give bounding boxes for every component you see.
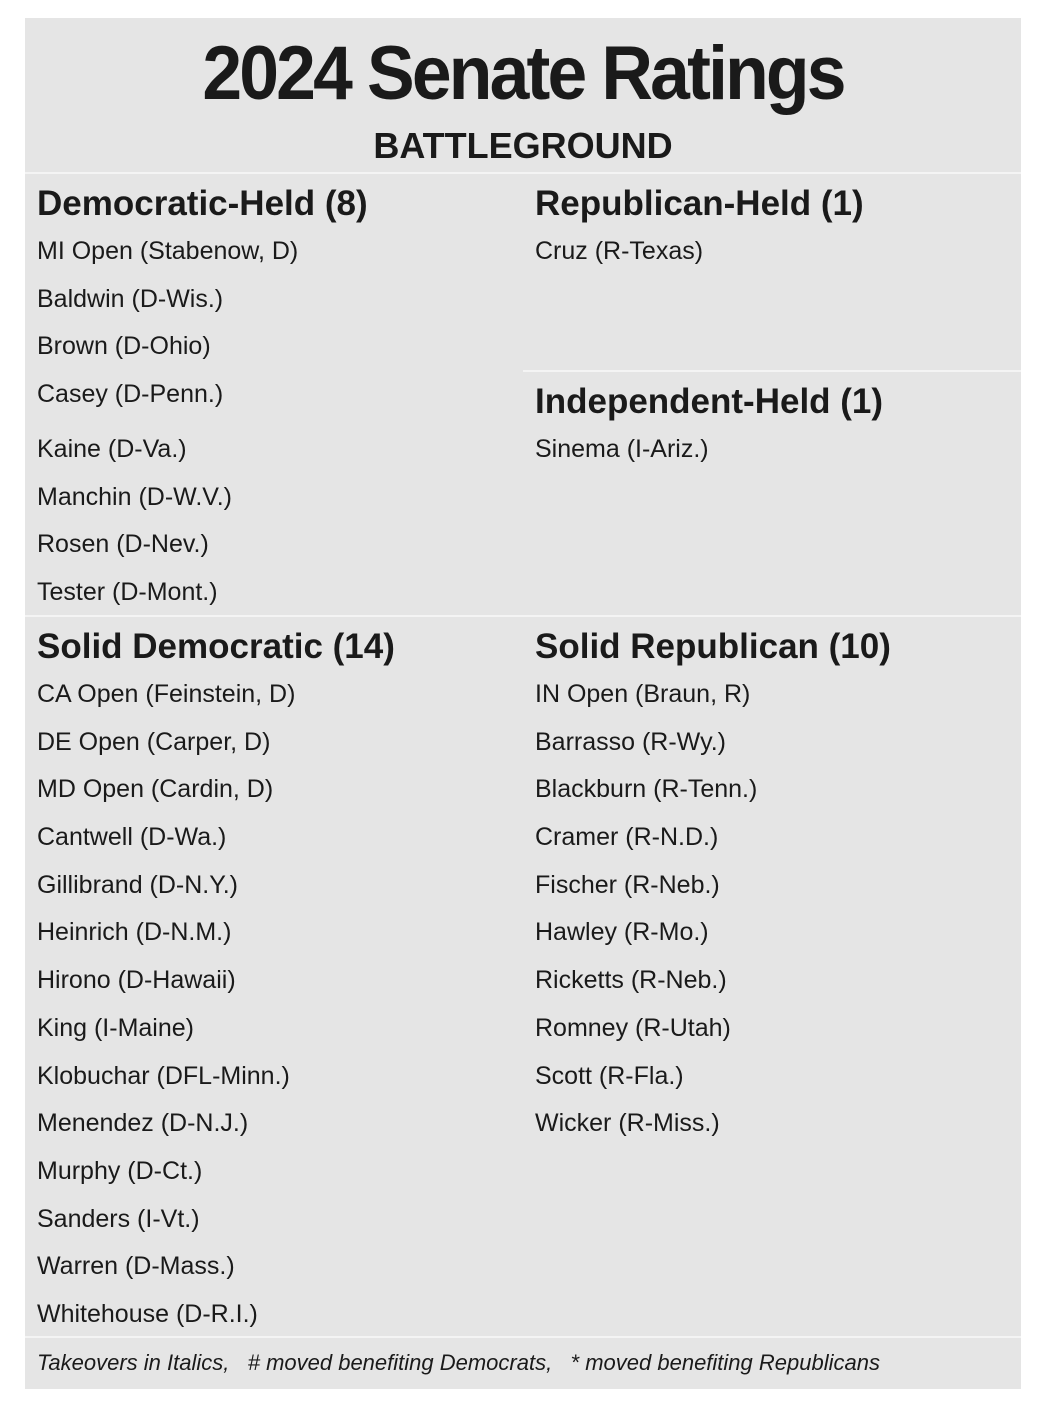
- solid-democratic-list: [37, 679, 395, 1347]
- battleground-subtitle: BATTLEGROUND: [373, 125, 673, 166]
- list-item: Hawley (R-Mo.): [535, 918, 709, 947]
- list-item: Klobuchar (DFL-Minn.): [37, 1061, 290, 1090]
- democratic-held-list: [37, 236, 368, 625]
- list-item: Murphy (D-Ct.): [37, 1156, 203, 1185]
- title-block: [25, 18, 1021, 173]
- list-item: Cantwell (D-Wa.): [37, 823, 227, 852]
- list-item: Blackburn (R-Tenn.): [535, 775, 758, 804]
- list-item: Barrasso (R-Wy.): [535, 727, 726, 756]
- independent-held-list: [535, 434, 883, 482]
- list-item: Scott (R-Fla.): [535, 1061, 684, 1090]
- divider-footer: [25, 1336, 1021, 1338]
- solid-republican-list: [535, 679, 891, 1156]
- list-item: Wicker (R-Miss.): [535, 1109, 720, 1138]
- section-heading: Solid Democratic (14): [37, 627, 395, 666]
- list-item: Manchin (D-W.V.): [37, 482, 232, 511]
- list-item: Kaine (D-Va.): [37, 435, 187, 464]
- section-heading: Democratic-Held (8): [37, 184, 368, 223]
- divider-top: [25, 172, 1021, 174]
- republican-held-list: [535, 236, 864, 284]
- list-item: Warren (D-Mass.): [37, 1252, 235, 1281]
- list-item: Casey (D-Penn.): [37, 380, 224, 409]
- list-item: CA Open (Feinstein, D): [37, 680, 296, 708]
- list-item: IN Open (Braun, R): [535, 680, 751, 708]
- list-item: Brown (D-Ohio): [37, 332, 211, 361]
- section-republican-held: [535, 184, 864, 284]
- list-item: Romney (R-Utah): [535, 1013, 731, 1042]
- section-democratic-held: [37, 184, 368, 625]
- section-heading: Independent-Held (1): [535, 382, 884, 421]
- list-item: King (I-Maine): [37, 1013, 194, 1042]
- list-item: Ricketts (R-Neb.): [535, 966, 727, 995]
- page-title: 2024 Senate Ratings: [202, 31, 844, 116]
- section-heading: Republican-Held (1): [535, 184, 864, 223]
- list-item: Tester (D-Mont.): [37, 578, 218, 607]
- list-item: MI Open (Stabenow, D): [37, 237, 299, 265]
- list-item: Heinrich (D-N.M.): [37, 918, 232, 947]
- list-item: Cramer (R-N.D.): [535, 823, 719, 852]
- footer-legend: Takeovers in Italics, # moved benefiting Democrats, * moved benefiting Republicans: [37, 1350, 880, 1375]
- ratings-card: [25, 18, 1021, 1389]
- list-item: Sinema (I-Ariz.): [535, 435, 709, 463]
- list-item: Sanders (I-Vt.): [37, 1204, 200, 1233]
- list-item: Hirono (D-Hawaii): [37, 966, 236, 995]
- section-solid-republican: [535, 627, 891, 1156]
- list-item: DE Open (Carper, D): [37, 727, 271, 756]
- list-item: Gillibrand (D-N.Y.): [37, 870, 238, 899]
- divider-independent: [523, 370, 1021, 372]
- list-item: MD Open (Cardin, D): [37, 775, 274, 804]
- section-independent-held: [535, 382, 883, 482]
- list-item: Whitehouse (D-R.I.): [37, 1299, 258, 1328]
- list-item: Baldwin (D-Wis.): [37, 284, 224, 313]
- list-item: Menendez (D-N.J.): [37, 1109, 249, 1138]
- section-solid-democratic: [37, 627, 395, 1347]
- section-heading: Solid Republican (10): [535, 627, 891, 666]
- list-item: Cruz (R-Texas): [535, 237, 704, 265]
- list-item: Rosen (D-Nev.): [37, 530, 209, 559]
- divider-solid: [25, 615, 1021, 617]
- list-item: Fischer (R-Neb.): [535, 870, 720, 899]
